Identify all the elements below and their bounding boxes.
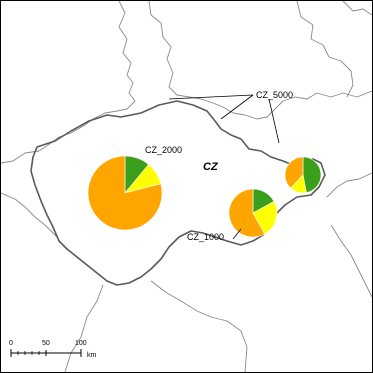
north-east-corner <box>343 1 372 15</box>
map-canvas <box>1 1 372 372</box>
north-east-border <box>149 1 273 119</box>
cz5000-leader-right <box>269 99 279 143</box>
pie-cz-5000 <box>285 157 321 193</box>
northern-border <box>1 1 135 163</box>
scale-tick-0: 0 <box>9 340 13 347</box>
scale-bar <box>9 340 97 359</box>
south-central-border <box>151 281 247 372</box>
scale-tick-100: 100 <box>75 340 87 347</box>
east-border-lower <box>327 173 372 197</box>
cz5000-leader-mid <box>221 95 253 119</box>
scale-unit: km <box>87 352 97 359</box>
west-border <box>1 193 57 237</box>
pie-cz-1000 <box>229 189 277 237</box>
czechia-outline <box>31 101 325 285</box>
south-east-border <box>331 225 372 297</box>
south-border <box>65 285 103 372</box>
site-label-cz1000: CZ_1000 <box>187 232 225 242</box>
east-upper-border <box>297 1 353 97</box>
site-label-cz5000: CZ_5000 <box>256 90 294 100</box>
country-label: CZ <box>203 161 218 173</box>
scale-tick-50: 50 <box>42 340 50 347</box>
site-label-cz2000: CZ_2000 <box>145 145 183 155</box>
pie-cz-2000 <box>88 156 162 230</box>
